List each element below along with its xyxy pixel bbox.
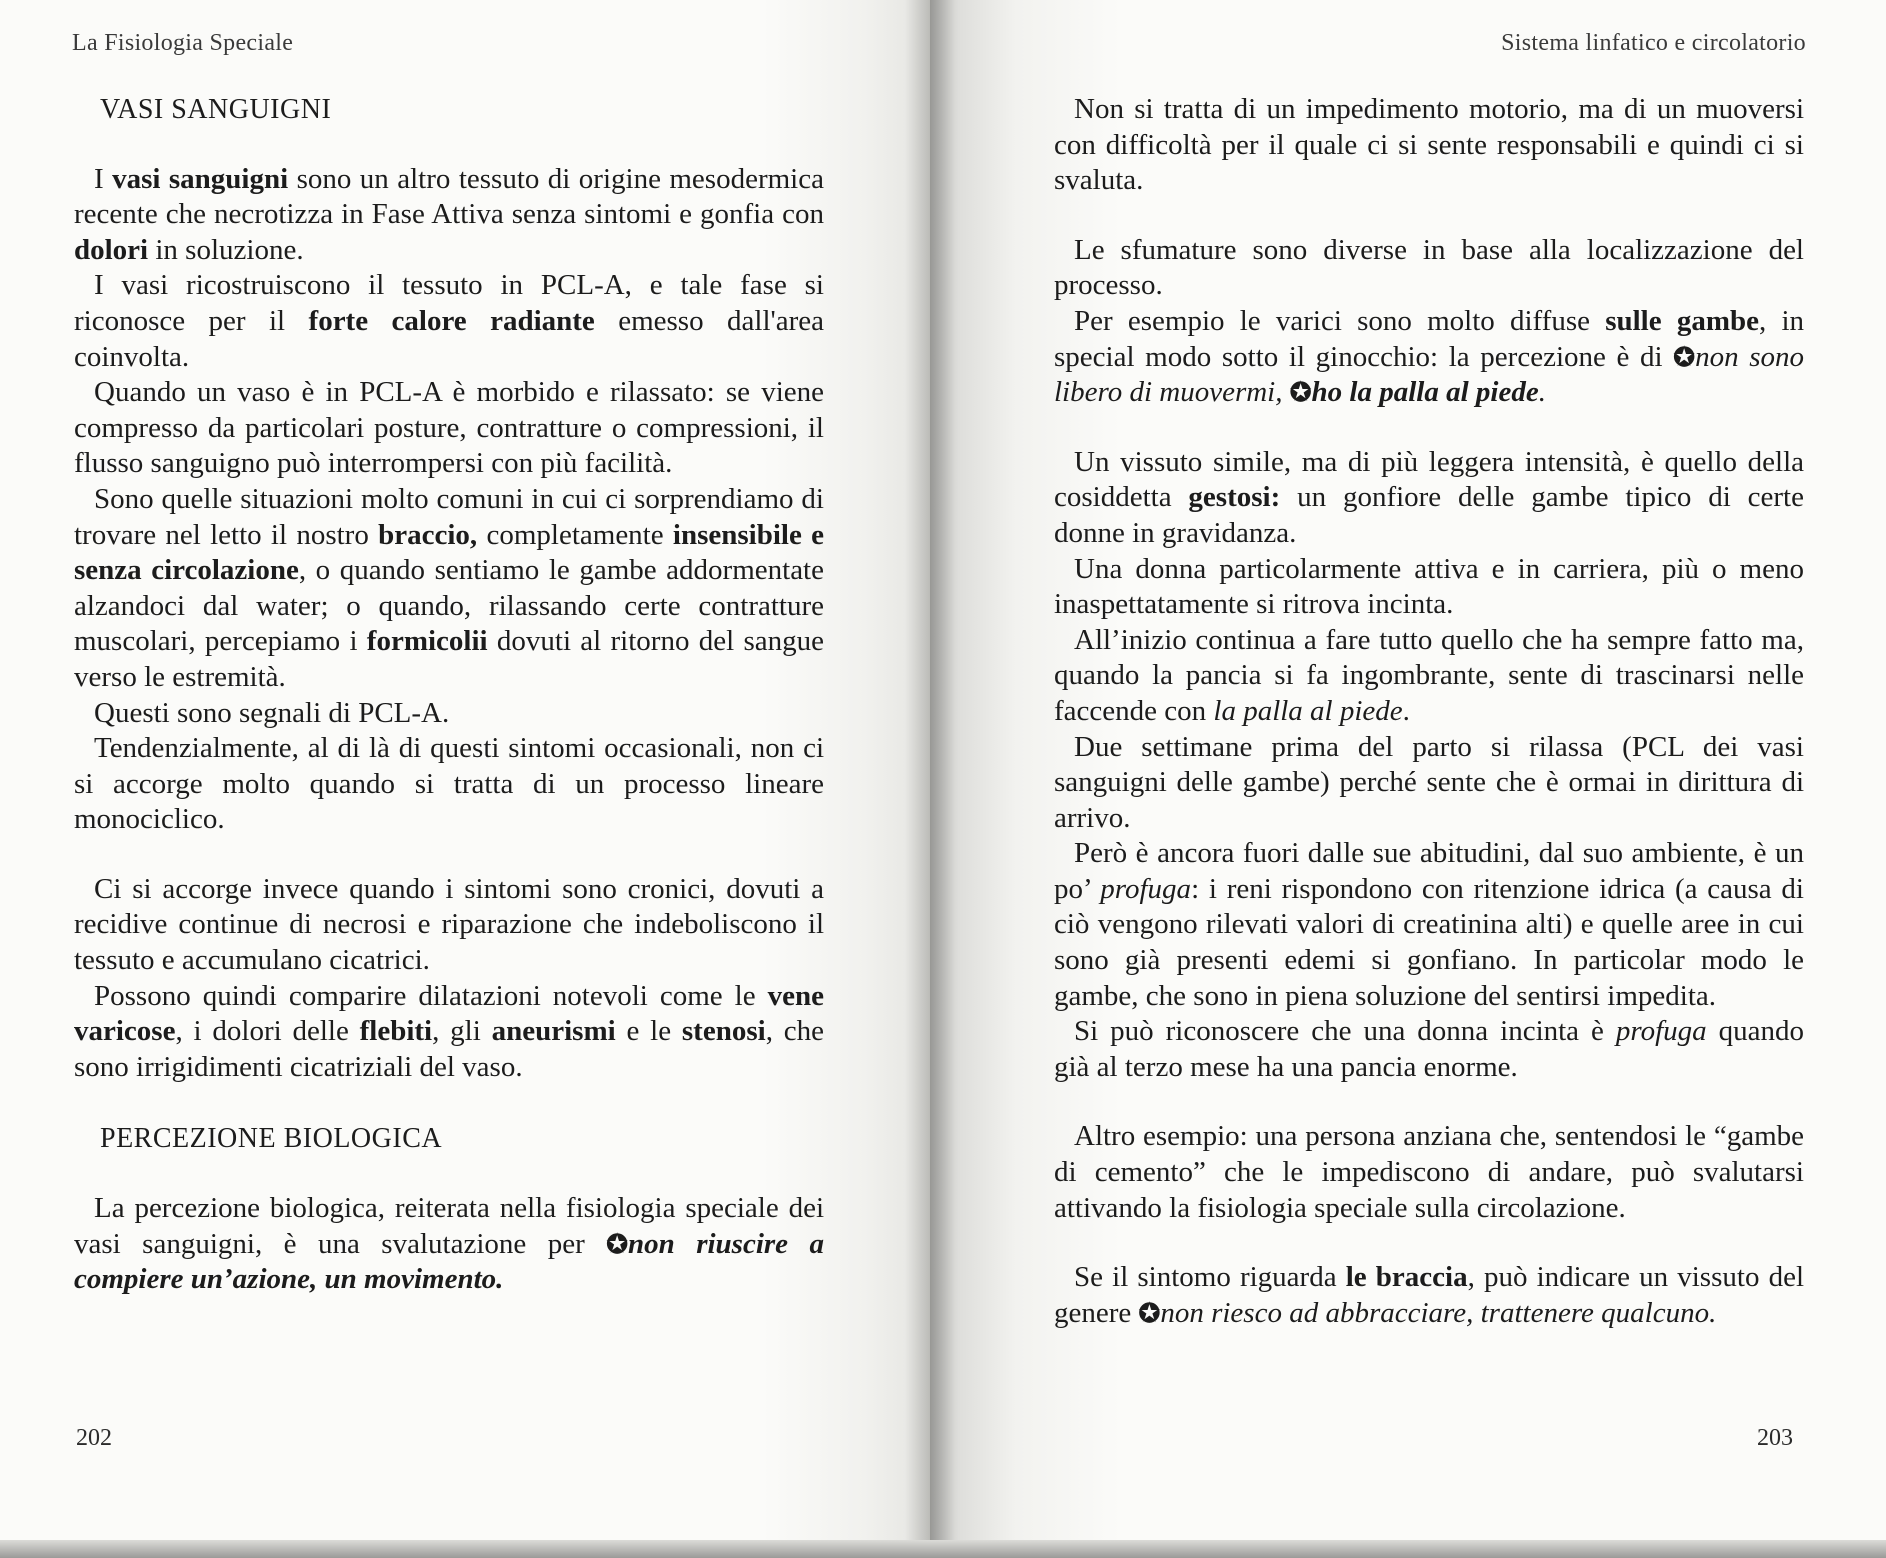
- paragraph: Si può riconoscere che una donna incinta è profuga quando già al terzo mese ha una pancia enorme.: [1054, 1015, 1804, 1083]
- bold-italic-phrase: ho la palla al piede: [1311, 376, 1539, 409]
- paragraph: Questi sono segnali di PCL-A.: [94, 696, 450, 729]
- bold-term: formicolii: [366, 625, 488, 658]
- italic-phrase: la palla al piede: [1213, 694, 1403, 727]
- star-bullet-icon: ✪: [606, 1229, 628, 1259]
- paragraph: Possono quindi comparire dilatazioni notevoli come le vene varicose, i dolori delle flebiti, gli aneurismi e le stenosi, che sono irrigidimenti cicatriziali del vaso.: [74, 979, 824, 1083]
- star-bullet-icon: ✪: [1673, 342, 1696, 372]
- paragraph: Tendenzialmente, al di là di questi sintomi occasionali, non ci si accorge molto quando si tratta di un processo lineare monociclico.: [74, 732, 824, 836]
- bold-term: forte calore radiante: [308, 304, 595, 337]
- paragraph: Non si tratta di un impedimento motorio, ma di un muoversi con difficoltà per il quale ci si sente responsabili e quindi ci si svaluta.: [1054, 93, 1804, 197]
- bold-term: dolori: [74, 233, 149, 266]
- book-gutter: [905, 0, 955, 1558]
- paragraph: Ci si accorge invece quando i sintomi sono cronici, dovuti a recidive continue di necrosi e riparazione che indeboliscono il tessuto e accumulano cicatrici.: [74, 872, 824, 977]
- bold-term: gestosi:: [1188, 481, 1281, 514]
- paragraph: Altro esempio: una persona anziana che, sentendosi le “gambe di cemento” che le impediscono di andare, può svalutarsi attivando la fisiologia speciale sulla circolazione.: [1054, 1120, 1804, 1224]
- bold-term: vasi sanguigni: [112, 162, 289, 195]
- page-number-left: 202: [76, 1425, 112, 1451]
- paragraph: Due settimane prima del parto si rilassa (PCL dei vasi sanguigni delle gambe) perché sente che è ormai in dirittura di arrivo.: [1054, 730, 1804, 834]
- paragraph: Se il sintomo riguarda le braccia, può indicare un vissuto del genere ✪non riesco ad abbracciare, trattenere qualcuno.: [1054, 1261, 1805, 1329]
- bold-term: vene varicose: [74, 979, 824, 1048]
- paragraph: I vasi ricostruiscono il tessuto in PCL-A, e tale fase si riconosce per il forte calore radiante emesso dall'area coinvolta.: [74, 269, 824, 373]
- bold-term: le braccia: [1345, 1261, 1468, 1294]
- right-page: [930, 0, 1886, 1558]
- paragraph: La percezione biologica, reiterata nella fisiologia speciale dei vasi sanguigni, è una svalutazione per ✪non riuscire a compiere un’azione, un movimento.: [74, 1192, 824, 1296]
- right-text-column: [1054, 92, 1804, 1331]
- star-bullet-icon: ✪: [1289, 378, 1312, 408]
- paragraph: I vasi sanguigni sono un altro tessuto di origine mesodermica recente che necrotizza in Fase Attiva senza sintomi e gonfia con dolori in soluzione.: [74, 162, 824, 266]
- running-head-left: La Fisiologia Speciale: [72, 30, 294, 56]
- bold-italic-phrase: non riuscire a compiere un’azione, un movimento: [74, 1227, 824, 1296]
- paragraph: Però è ancora fuori dalle sue abitudini, dal suo ambiente, è un po’ profuga: i reni rispondono con ritenzione idrica (a causa di ciò vengono rilevati valori di creatinina alti) e quelle aree in cui sono già presenti edemi si gonfiano. In particolar modo le gambe, che sono in piena soluzione del sentirsi impedita.: [1054, 837, 1804, 1012]
- bold-term: stenosi: [681, 1015, 766, 1048]
- paragraph: Per esempio le varici sono molto diffuse sulle gambe, in special modo sotto il ginocchio: la percezione è di ✪non sono libero di muovermi, ✪ho la palla al piede.: [1054, 304, 1805, 409]
- paragraph: Le sfumature sono diverse in base alla localizzazione del processo.: [1054, 233, 1804, 302]
- bold-term: braccio,: [378, 518, 478, 551]
- left-page: [0, 0, 930, 1558]
- paragraph: Un vissuto simile, ma di più leggera intensità, è quello della cosiddetta gestosi: un gonfiore delle gambe tipico di certe donne in gravidanza.: [1054, 445, 1804, 549]
- italic-phrase: profuga: [1615, 1015, 1707, 1048]
- paragraph: Una donna particolarmente attiva e in carriera, più o meno inaspettatamente si ritrova incinta.: [1054, 552, 1804, 621]
- bold-term: sulle gambe: [1605, 304, 1759, 337]
- bold-term: aneurismi: [491, 1015, 616, 1048]
- page-bottom-edge: [0, 1540, 1886, 1558]
- star-bullet-icon: ✪: [1138, 1298, 1161, 1328]
- paragraph: Sono quelle situazioni molto comuni in cui ci sorprendiamo di trovare nel letto il nostro braccio, completamente insensibile e senza circolazione, o quando sentiamo le gambe addormentate alzandoci dal water; o quando, rilassando certe contratture muscolari, percepiamo i formicolii dovuti al ritorno del sangue verso le estremità.: [74, 482, 824, 693]
- italic-phrase: profuga: [1100, 872, 1192, 905]
- running-head-right: Sistema linfatico e circolatorio: [1501, 30, 1806, 56]
- left-text-column: [74, 92, 824, 1298]
- italic-phrase: non riesco ad abbracciare, trattenere qualcuno: [1160, 1296, 1710, 1329]
- bold-term: insensibile e senza circolazione: [74, 518, 824, 587]
- paragraph: Quando un vaso è in PCL-A è morbido e rilassato: se viene compresso da particolari posture, contratture o compressioni, il flusso sanguigno può interrompersi con più facilità.: [74, 376, 824, 480]
- bold-term: flebiti: [359, 1015, 433, 1048]
- page-number-right: 203: [1757, 1425, 1793, 1451]
- section-heading-vasi-sanguigni: VASI SANGUIGNI: [100, 94, 332, 125]
- italic-phrase: non sono libero di muovermi,: [1054, 340, 1804, 409]
- paragraph: All’inizio continua a fare tutto quello che ha sempre fatto ma, quando la pancia si fa ingombrante, sente di trascinarsi nelle faccende con la palla al piede.: [1054, 623, 1804, 727]
- section-heading-percezione-biologica: PERCEZIONE BIOLOGICA: [100, 1123, 443, 1155]
